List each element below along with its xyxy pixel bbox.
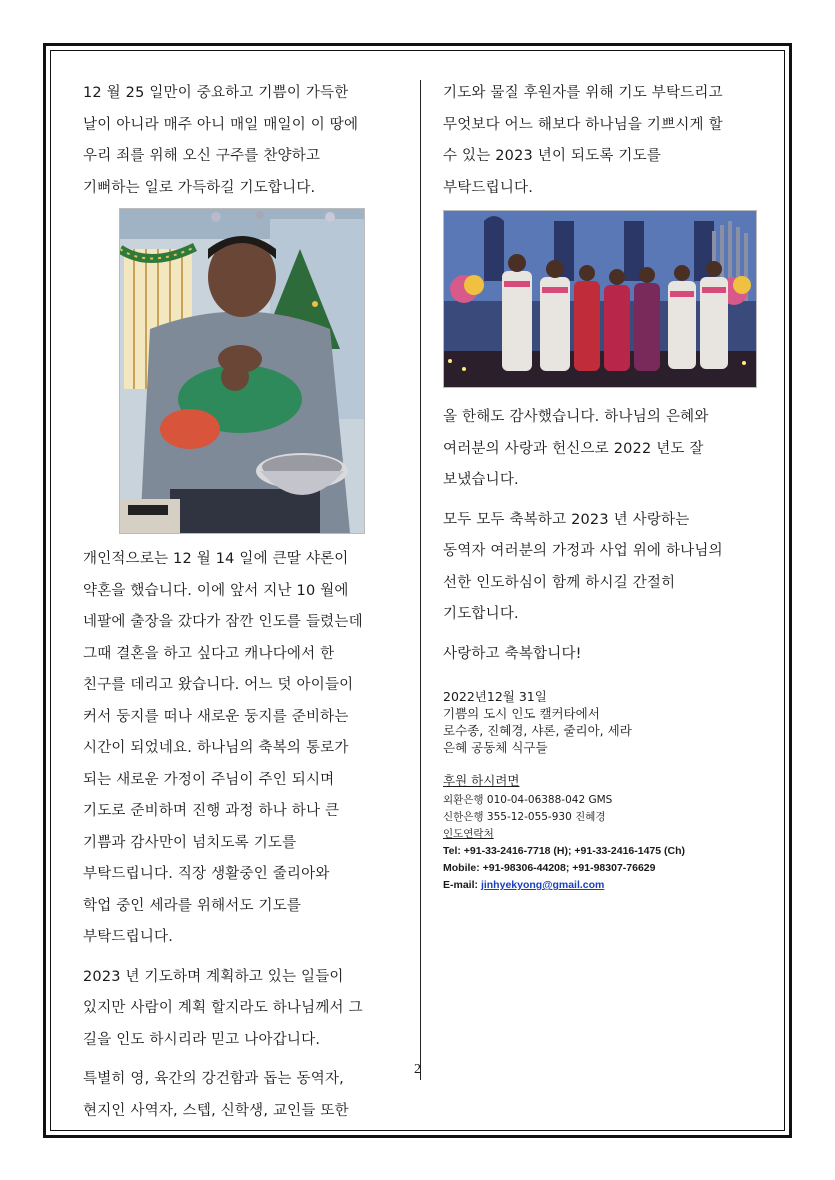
left-paragraph-4: 특별히 영, 육간의 강건함과 돕는 동역자, 현지인 사역자, 스텝, 신학생, 교인들 또한	[83, 1071, 349, 1119]
bank-account-1: 외환은행 010-04-06388-042 GMS	[443, 794, 613, 806]
right-paragraph-3: 모두 모두 축복하고 2023 년 사랑하는 동역자 여러분의 가정과 사업 위에 하나님의 선한 인도하심이 함께 하시길 간절히 기도합니다.	[443, 511, 723, 622]
bank-account-2: 신한은행 355-12-055-930 진혜경	[443, 811, 606, 823]
contact-email-line	[443, 877, 773, 894]
choir-photo	[443, 210, 757, 388]
contact-tel: Tel: +91-33-2416-7718 (H); +91-33-2416-1475 (Ch)	[443, 845, 686, 857]
signature-date: 2022년12월 31일	[443, 689, 547, 704]
right-column	[443, 78, 773, 894]
contact-label: 인도연락처	[443, 828, 494, 840]
signature-line-2: 로수종, 진혜경, 샤론, 줄리아, 세라	[443, 723, 632, 738]
baptism-photo	[119, 208, 365, 534]
left-paragraph-1: 12 월 25 일만이 중요하고 기쁨이 가득한 날이 아니라 매주 아니 매일 매일이 이 땅에 우리 죄를 위해 오신 구주를 찬양하고 기뻐하는 일로 가득하길 기도합니다.	[83, 85, 359, 196]
right-paragraph-1: 기도와 물질 후원자를 위해 기도 부탁드리고 무엇보다 어느 해보다 하나님을 기쁘시게 할 수 있는 2023 년이 되도록 기도를 부탁드립니다.	[443, 85, 723, 196]
signature-line-3: 은혜 공동체 식구들	[443, 740, 548, 755]
email-link[interactable]: jinhyekyong@gmail.com	[480, 879, 605, 891]
right-paragraph-4: 사랑하고 축복합니다!	[443, 645, 582, 662]
page-number: 2	[414, 1062, 421, 1077]
left-paragraph-2: 개인적으로는 12 월 14 일에 큰딸 샤론이 약혼을 했습니다. 이에 앞서 지난 10 월에 네팔에 출장을 갔다가 잠깐 인도를 들렸는데 그때 결혼을 하고 싶다고 캐나다에서 한 친구를 데리고 왔습니다. 어느 덧 아이들이 커서 둥지를 떠나 새로운 둥지를 준비하는 시간이 되었네요. 하나님의 축복의 통로가 되는 새로운 가정이 주님이 주인 되시며 기도로 준비하며 진행 과정 하나 하나 큰 기쁨과 감사만이 넘치도록 기도를 부탁드립니다. 직장 생활중인 줄리아와 학업 중인 세라를 위해서도 기도를 부탁드립니다.	[83, 551, 363, 945]
support-heading: 후원 하시려면	[443, 773, 520, 788]
contact-mobile: Mobile: +91-98306-44208; +91-98307-76629	[443, 862, 656, 874]
email-label: E-mail:	[443, 879, 481, 891]
signature-line-1: 기쁨의 도시 인도 캘커타에서	[443, 706, 600, 721]
left-paragraph-3: 2023 년 기도하며 계획하고 있는 일들이 있지만 사람이 계획 할지라도 하나님께서 그 길을 인도 하시리라 믿고 나아갑니다.	[83, 968, 363, 1048]
left-column	[83, 78, 403, 1127]
column-divider	[420, 80, 421, 1080]
right-paragraph-2: 올 한해도 감사했습니다. 하나님의 은혜와 여러분의 사랑과 헌신으로 2022 년도 잘 보냈습니다.	[443, 409, 709, 488]
